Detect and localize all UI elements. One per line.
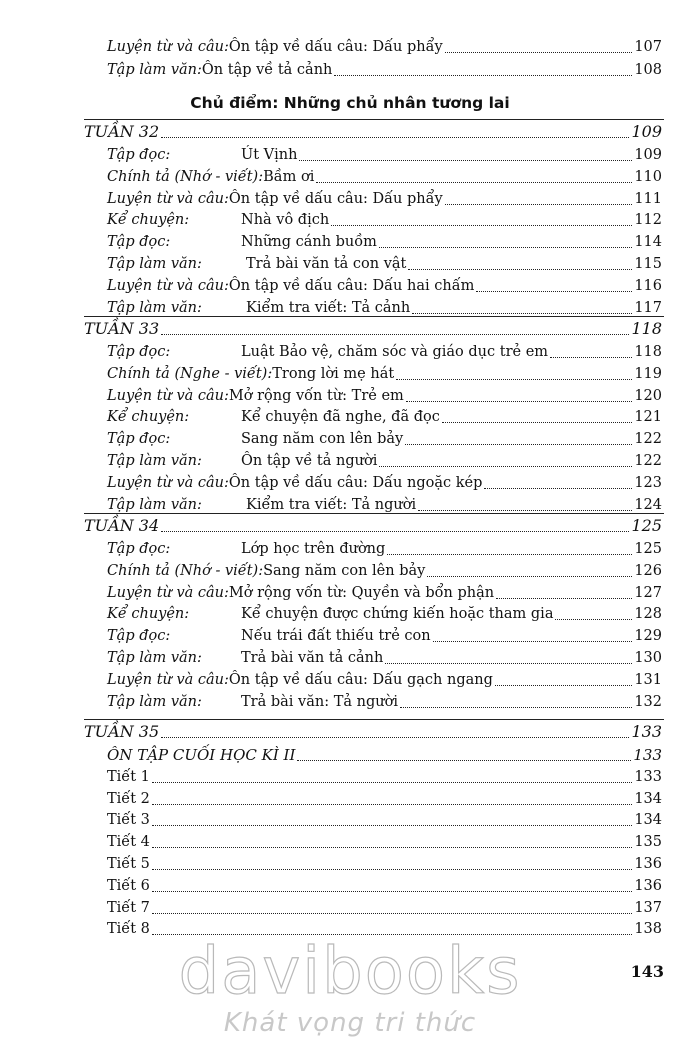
dot-leader [152,891,632,892]
entry-label: Tập đọc: [107,344,171,360]
entry-title: Tiết 1 [107,769,150,785]
dot-leader [161,137,629,138]
dot-leader [299,160,632,161]
toc-entry [107,560,662,582]
dot-leader [152,869,632,870]
entry-page: 116 [634,278,662,294]
entry-label: Tập đọc: [107,628,171,644]
entry-title: Ôn tập về dấu câu: Dấu hai chấm [228,278,475,294]
dot-leader [405,444,632,445]
toc-entry [107,603,662,625]
toc-entry [107,853,662,875]
entry-label: Tập đọc: [107,431,171,447]
toc-entry [107,253,662,275]
entry-title: Ôn tập về tả cảnh [201,62,333,78]
dot-leader [400,707,632,708]
entry-label: Tập làm văn: [107,62,202,78]
entry-page: 133 [634,769,662,785]
week-title: TUẦN 34 [84,516,160,535]
dot-leader [161,334,629,335]
entry-label: Luyện từ và câu: [107,585,229,601]
entry-page: 131 [634,672,662,688]
week-heading [84,515,662,537]
dot-leader [331,225,632,226]
week-divider [84,719,664,720]
entry-title: Út Vịnh [241,147,298,163]
week-page: 133 [631,722,662,741]
entry-page: 120 [634,388,662,404]
entry-page: 128 [634,606,662,622]
entry-title: Tiết 8 [107,921,150,937]
week-page: 118 [631,319,662,338]
entry-label: Tập làm văn: [107,300,202,316]
entry-title: Mở rộng vốn từ: Quyền và bổn phận [228,585,495,601]
entry-label: Luyện từ và câu: [107,191,229,207]
watermark-tagline: Khát vọng tri thức [223,1008,477,1038]
watermark-brand: davibooks [178,935,522,1009]
entry-title: Ôn tập về dấu câu: Dấu gạch ngang [228,672,493,688]
toc-entry [107,385,662,407]
entry-title: Trả bài văn tả cảnh [241,650,384,666]
entry-title: Lớp học trên đường [241,541,386,557]
dot-leader [412,313,632,314]
entry-label: Kể chuyện: [107,212,190,228]
toc-entry [107,188,662,210]
dot-leader [316,182,632,183]
dot-leader [406,401,633,402]
entry-page: 115 [634,256,662,272]
dot-leader [427,576,632,577]
entry-label: Tập làm văn: [107,694,202,710]
entry-title: Trong lời mẹ hát [272,366,395,382]
toc-entry [107,538,662,560]
week-divider [84,513,664,514]
week-page: 125 [631,516,662,535]
dot-leader [408,269,632,270]
toc-entry [107,669,662,691]
entry-page: 124 [634,497,662,513]
entry-title: Tiết 3 [107,812,150,828]
entry-title: Luật Bảo vệ, chăm sóc và giáo dục trẻ em [241,344,549,360]
dot-leader [152,782,632,783]
entry-page: 119 [634,366,662,382]
week-divider [84,119,664,120]
entry-page: 136 [634,856,662,872]
entry-label: Tập đọc: [107,147,171,163]
entry-page: 112 [634,212,662,228]
week-heading [84,121,662,143]
entry-label: Tập đọc: [107,234,171,250]
entry-page: 127 [634,585,662,601]
toc-entry [107,231,662,253]
entry-page: 110 [634,169,662,185]
week-title: TUẦN 32 [84,122,160,141]
dot-leader [161,531,629,532]
dot-leader [379,466,632,467]
entry-label: Luyện từ và câu: [107,388,229,404]
toc-entry [107,275,662,297]
entry-page: 135 [634,834,662,850]
entry-label: Tập làm văn: [107,453,202,469]
entry-label: Tập làm văn: [107,256,202,272]
toc-entry [107,582,662,604]
dot-leader [555,619,632,620]
entry-label: Tập làm văn: [107,497,202,513]
dot-leader [445,204,633,205]
dot-leader [495,685,632,686]
dot-leader [484,488,632,489]
entry-page: 117 [634,300,662,316]
entry-page: 108 [634,62,662,78]
entry-page: 111 [634,191,662,207]
week-page: 109 [631,122,662,141]
toc-entry [107,406,662,428]
dot-leader [152,825,632,826]
section-heading: Chủ điểm: Những chủ nhân tương lai [190,94,510,112]
entry-page: 109 [634,147,662,163]
entry-page: 136 [634,878,662,894]
entry-page: 122 [634,431,662,447]
entry-page: 132 [634,694,662,710]
entry-title: Kể chuyện đã nghe, đã đọc [241,409,440,425]
entry-page: 121 [634,409,662,425]
entry-title: Kể chuyện được chứng kiến hoặc tham gia [241,606,554,622]
toc-entry [107,144,662,166]
toc-entry [107,875,662,897]
entry-label: Chính tả (Nghe - viết): [107,366,273,382]
entry-title: Kiểm tra viết: Tả người [246,497,417,513]
entry-label: Kể chuyện: [107,606,190,622]
entry-page: 138 [634,921,662,937]
entry-title: Ôn tập về dấu câu: Dấu phẩy [228,191,443,207]
toc-entry [107,897,662,919]
entry-title: Trả bài văn: Tả người [241,694,398,710]
entry-page: 130 [634,650,662,666]
entry-page: 122 [634,453,662,469]
entry-title: Ôn tập về tả người [241,453,378,469]
dot-leader [476,291,632,292]
entry-label: Kể chuyện: [107,409,190,425]
entry-title: Tiết 4 [107,834,150,850]
toc-entry [107,809,662,831]
dot-leader [396,379,632,380]
dot-leader [334,75,632,76]
dot-leader [387,554,632,555]
toc-entry [107,831,662,853]
entry-page: 118 [634,344,662,360]
dot-leader [385,663,632,664]
entry-page: 137 [634,900,662,916]
dot-leader [297,760,631,761]
review-heading [107,744,662,766]
entry-label: Chính tả (Nhớ - viết): [107,169,264,185]
entry-title: Ôn tập về dấu câu: Dấu phẩy [228,39,443,55]
entry-title: Kiểm tra viết: Tả cảnh [246,300,411,316]
entry-title: Sang năm con lên bảy [263,563,426,579]
dot-leader [442,422,632,423]
entry-title: Tiết 6 [107,878,150,894]
entry-page: 125 [634,541,662,557]
dot-leader [152,913,632,914]
entry-title: Ôn tập về dấu câu: Dấu ngoặc kép [228,475,483,491]
toc-entry [107,209,662,231]
entry-title: Mở rộng vốn từ: Trẻ em [228,388,404,404]
entry-title: Nếu trái đất thiếu trẻ con [241,628,431,644]
entry-page: 134 [634,791,662,807]
week-heading [84,318,662,340]
entry-title: Tiết 7 [107,900,150,916]
entry-page: 114 [634,234,662,250]
toc-entry [107,788,662,810]
toc-entry [107,625,662,647]
week-divider [84,316,664,317]
entry-label: Luyện từ và câu: [107,39,229,55]
entry-label: Chính tả (Nhớ - viết): [107,563,264,579]
entry-label: Tập đọc: [107,541,171,557]
entry-page: 134 [634,812,662,828]
dot-leader [496,598,632,599]
entry-title: Nhà vô địch [241,212,330,228]
dot-leader [433,641,633,642]
review-title: ÔN TẬP CUỐI HỌC KÌ II [107,746,296,764]
entry-title: Sang năm con lên bảy [241,431,404,447]
page-number: 143 [630,962,664,981]
toc-entry [107,766,662,788]
entry-label: Luyện từ và câu: [107,672,229,688]
toc-entry [107,59,662,81]
entry-title: Tiết 5 [107,856,150,872]
dot-leader [161,737,629,738]
dot-leader [550,357,632,358]
entry-label: Tập làm văn: [107,650,202,666]
toc-entry [107,428,662,450]
review-page: 133 [633,746,662,764]
week-title: TUẦN 33 [84,319,160,338]
toc-entry [107,647,662,669]
toc-entry [107,450,662,472]
entry-page: 123 [634,475,662,491]
week-title: TUẦN 35 [84,722,160,741]
toc-entry [107,472,662,494]
toc-entry [107,691,662,713]
entry-page: 129 [634,628,662,644]
entry-page: 107 [634,39,662,55]
entry-label: Luyện từ và câu: [107,475,229,491]
week-heading [84,721,662,743]
toc-entry [107,166,662,188]
entry-page: 126 [634,563,662,579]
toc-entry [107,341,662,363]
entry-title: Những cánh buồm [241,234,377,250]
entry-title: Trả bài văn tả con vật [246,256,407,272]
dot-leader [418,510,632,511]
dot-leader [445,52,633,53]
dot-leader [379,247,632,248]
toc-entry [107,363,662,385]
toc-entry [107,36,662,58]
entry-title: Bầm ơi [263,169,315,185]
dot-leader [152,847,632,848]
entry-label: Luyện từ và câu: [107,278,229,294]
entry-title: Tiết 2 [107,791,150,807]
dot-leader [152,804,632,805]
